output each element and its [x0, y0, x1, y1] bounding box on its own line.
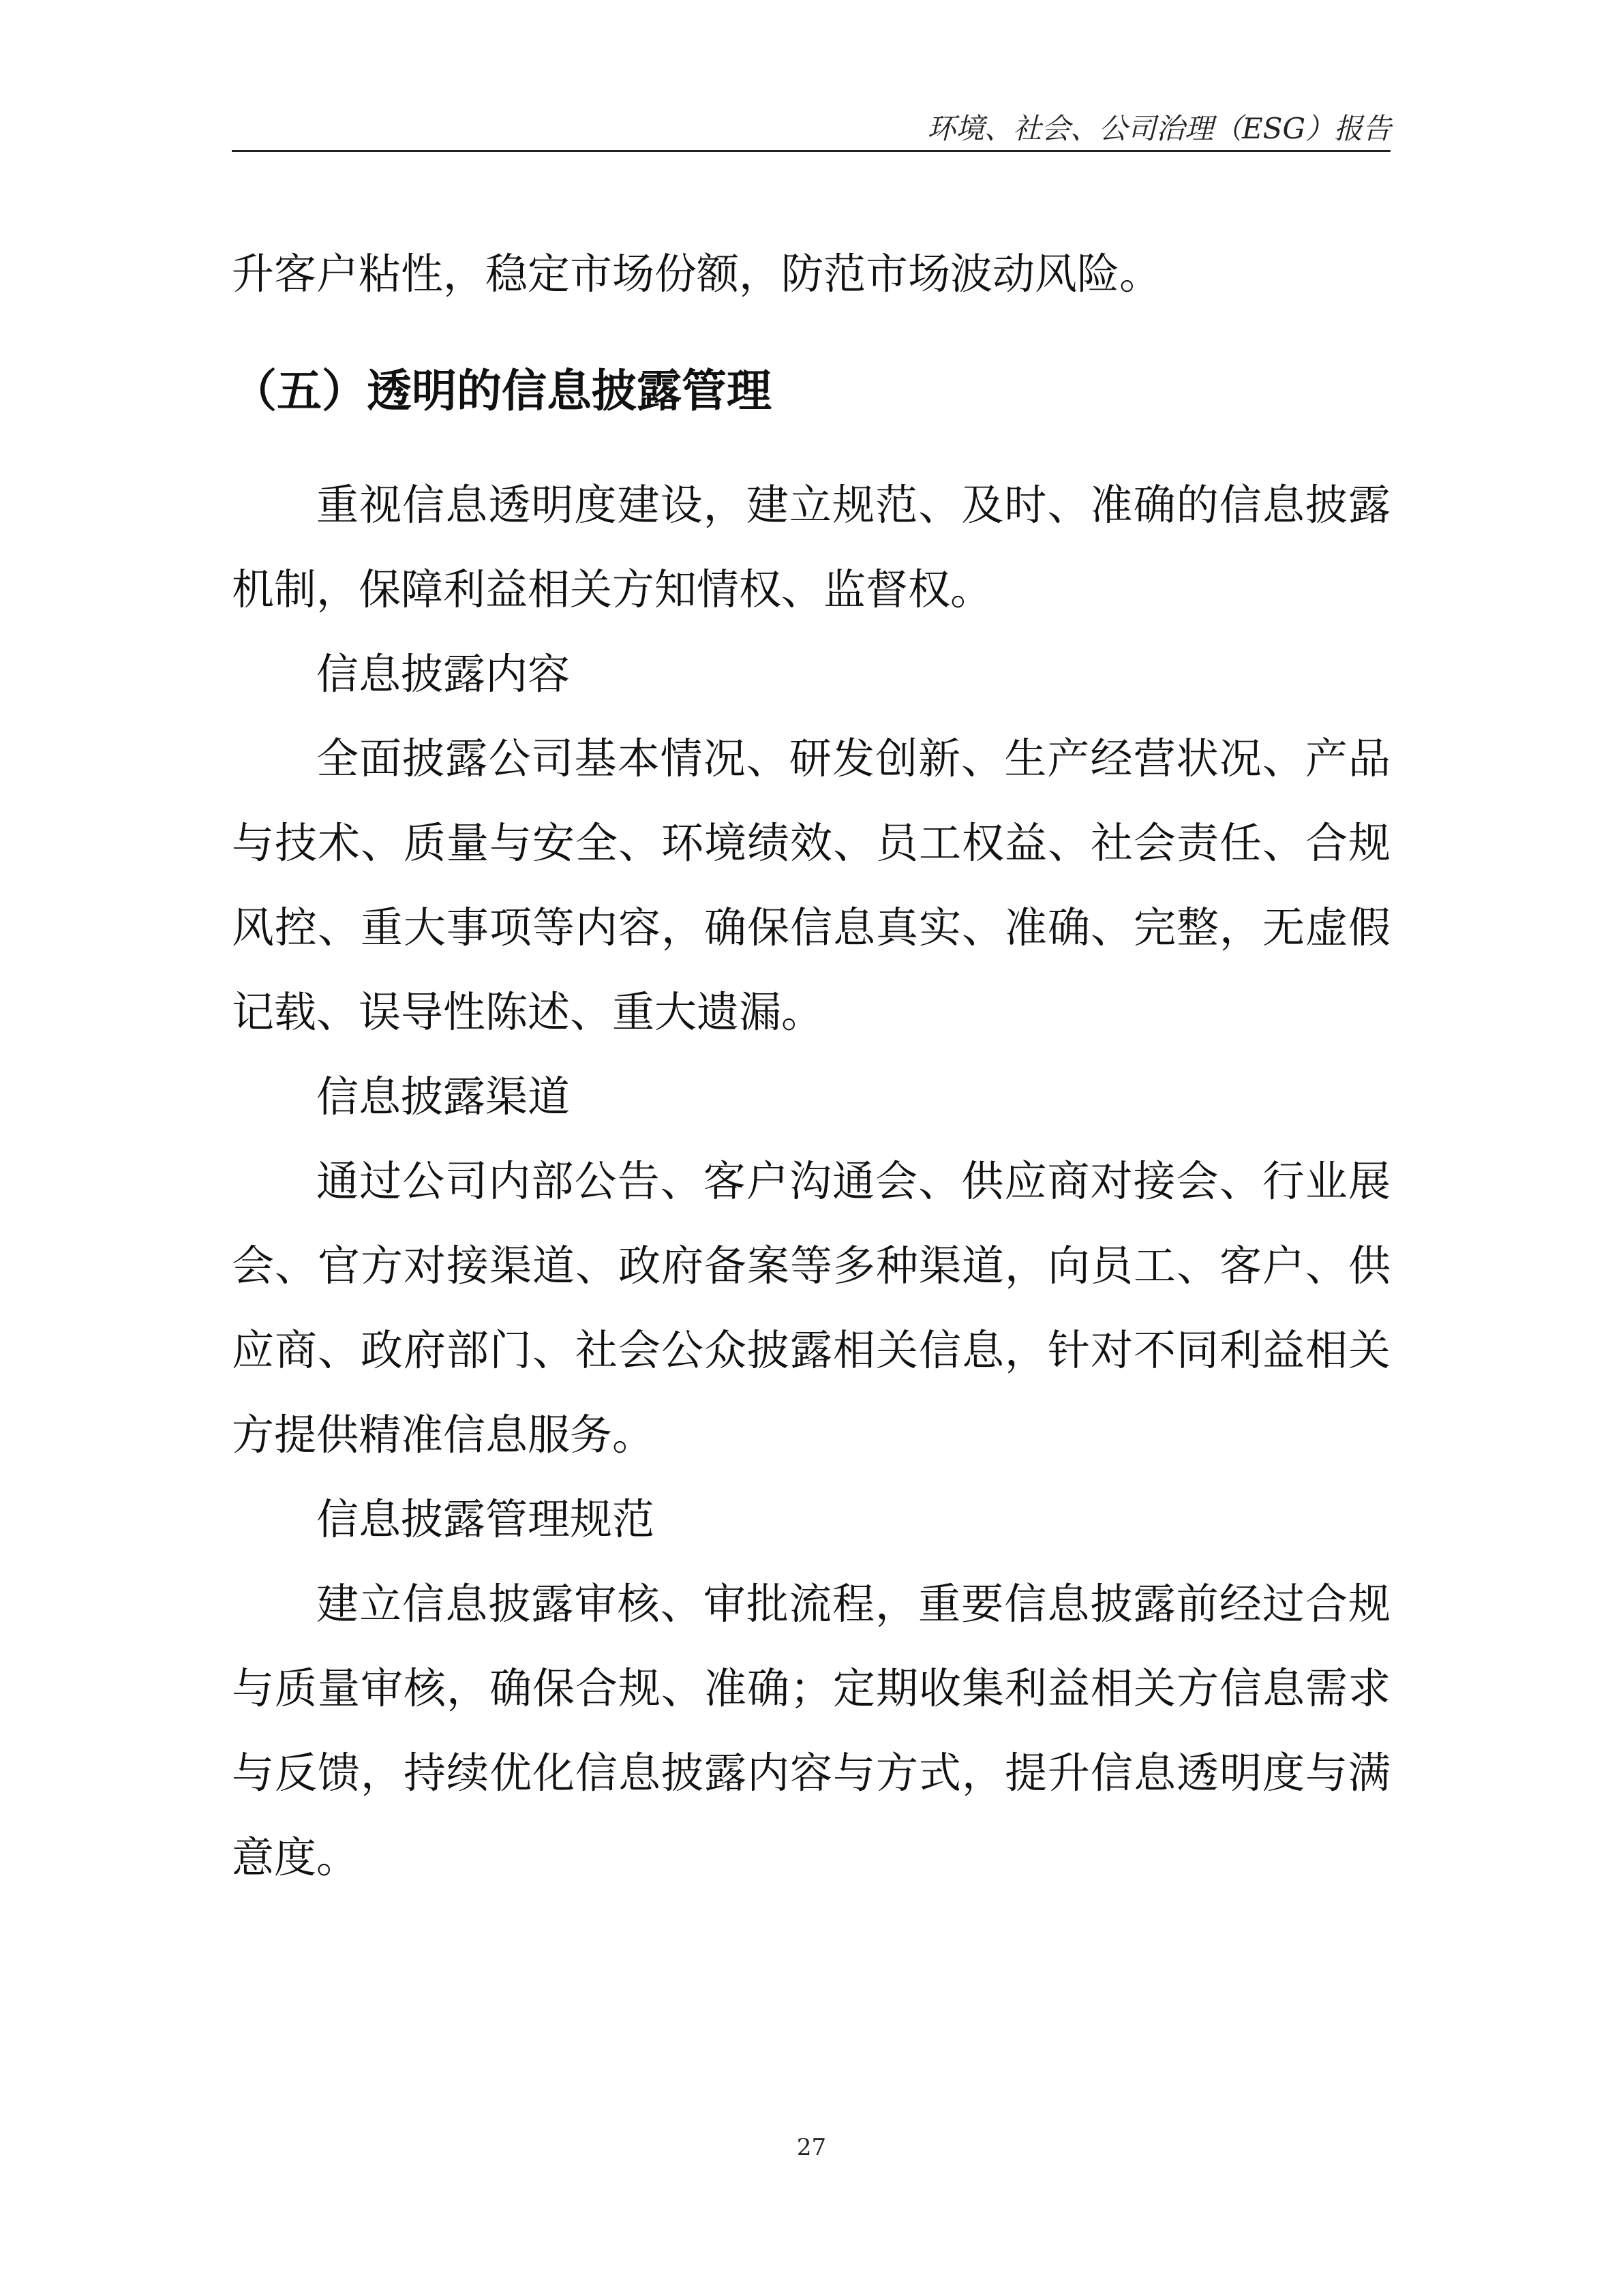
page-number: 27: [796, 2134, 827, 2161]
subsection-text-management: 建立信息披露审核、审批流程，重要信息披露前经过合规与质量审核，确保合规、准确；定期收集利益相关方信息需求与反馈，持续优化信息披露内容与方式，提升信息透明度与满意度。: [232, 1579, 1391, 1882]
running-header-title: 环境、社会、公司治理（ESG）报告: [927, 112, 1391, 145]
subsection-title-channels: 信息披露渠道: [316, 1072, 571, 1121]
page-body: [232, 232, 1391, 1900]
header-divider: [232, 150, 1391, 152]
subsection-title-management: 信息披露管理规范: [316, 1494, 655, 1544]
subsection-title-content: 信息披露内容: [316, 649, 571, 699]
continuation-paragraph: 升客户粘性，稳定市场份额，防范市场波动风险。: [232, 249, 1162, 299]
section-heading: （五）透明的信息披露管理: [232, 365, 772, 417]
intro-paragraph: 重视信息透明度建设，建立规范、及时、准确的信息披露机制，保障利益相关方知情权、监督权。: [232, 480, 1391, 614]
subsection-text-channels: 通过公司内部公告、客户沟通会、供应商对接会、行业展会、官方对接渠道、政府备案等多种渠道，向员工、客户、供应商、政府部门、社会公众披露相关信息，针对不同利益相关方提供精准信息服务。: [232, 1156, 1391, 1460]
subsection-text-content: 全面披露公司基本情况、研发创新、生产经营状况、产品与技术、质量与安全、环境绩效、员工权益、社会责任、合规风控、重大事项等内容，确保信息真实、准确、完整，无虚假记载、误导性陈述、重大遗漏。: [232, 734, 1391, 1037]
